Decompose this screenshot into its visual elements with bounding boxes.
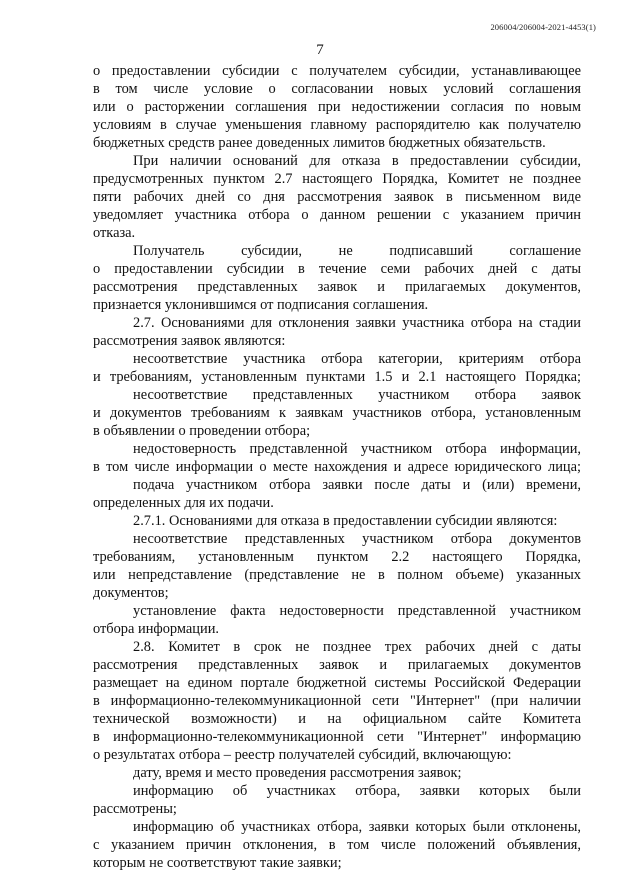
text-line: пяти рабочих дней со дня рассмотрения заявок в письменном виде: [93, 189, 581, 205]
text-line: или о расторжении соглашения при недостижении согласия по новым: [93, 99, 581, 115]
text-line: подача участником отбора заявки после даты и (или) времени,: [133, 477, 581, 493]
text-line: несоответствие участника отбора категории, критериям отбора: [133, 351, 581, 367]
text-line: в информационно-телекоммуникационной сети "Интернет" информацию: [93, 729, 581, 745]
text-line: требованиям, установленным пунктом 2.2 настоящего Порядка,: [93, 549, 581, 565]
text-line: определенных для их подачи.: [93, 495, 274, 511]
page-number: 7: [316, 42, 324, 58]
text-line: отказа.: [93, 225, 136, 241]
text-line: предусмотренных пунктом 2.7 настоящего Порядка, Комитет не позднее: [93, 171, 581, 187]
document-body: [93, 62, 581, 872]
text-line: уведомляет участника отбора о данном решении с указанием причин: [93, 207, 581, 223]
text-line: о предоставлении субсидии в течение семи рабочих дней с даты: [93, 261, 581, 277]
text-line: технической возможности) и на официальном сайте Комитета: [93, 711, 581, 727]
text-line: условиям в случае уменьшения главному распорядителю как получателю: [93, 117, 581, 133]
text-line: отбора информации.: [93, 621, 219, 637]
text-line: информацию об участниках отбора, заявки которых были отклонены,: [133, 819, 581, 835]
text-line: или непредставление (представление не в полном объеме) указанных: [93, 567, 581, 583]
text-line: которым не соответствуют такие заявки;: [93, 855, 342, 871]
text-line: Получатель субсидии, не подписавший соглашение: [133, 243, 581, 259]
text-line: в том числе информации о месте нахождения и адресе юридического лица;: [93, 459, 581, 475]
text-line: и документов требованиям к заявкам участников отбора, установленным: [93, 405, 581, 421]
text-line: в объявлении о проведении отбора;: [93, 423, 311, 439]
text-line: с указанием причин отклонения, в том числе положений объявления,: [93, 837, 581, 853]
text-line: размещает на едином портале бюджетной системы Российской Федерации: [93, 675, 581, 691]
text-line: рассмотрены;: [93, 801, 177, 817]
text-line: рассмотрения представленных заявок и прилагаемых документов: [93, 657, 581, 673]
text-line: установление факта недостоверности представленной участником: [133, 603, 581, 619]
text-line: информацию об участниках отбора, заявки которых были: [133, 783, 581, 799]
text-line: бюджетных средств ранее доведенных лимитов бюджетных обязательств.: [93, 135, 546, 151]
text-line: дату, время и место проведения рассмотрения заявок;: [133, 765, 462, 781]
text-line: в информационно-телекоммуникационной сети "Интернет" (при наличии: [93, 693, 581, 709]
text-line: 2.7.1. Основаниями для отказа в предоставлении субсидии являются:: [133, 513, 558, 529]
text-line: 2.7. Основаниями для отклонения заявки участника отбора на стадии: [133, 315, 581, 331]
text-line: о результатах отбора – реестр получателей субсидий, включающую:: [93, 747, 512, 763]
text-line: рассмотрения заявок являются:: [93, 333, 286, 349]
text-line: несоответствие представленных участником отбора заявок: [133, 387, 581, 403]
text-line: При наличии оснований для отказа в предоставлении субсидии,: [133, 153, 581, 169]
text-line: недостоверность представленной участником отбора информации,: [133, 441, 581, 457]
text-line: и требованиям, установленным пунктами 1.5 и 2.1 настоящего Порядка;: [93, 369, 581, 385]
text-line: несоответствие представленных участником отбора документов: [133, 531, 581, 547]
text-line: 2.8. Комитет в срок не позднее трех рабочих дней с даты: [133, 639, 581, 655]
text-line: рассмотрения представленных заявок и прилагаемых документов,: [93, 279, 581, 295]
text-line: документов;: [93, 585, 169, 601]
document-id: 206004/206004-2021-4453(1): [490, 22, 596, 32]
text-line: в том числе условие о согласовании новых условий соглашения: [93, 81, 581, 97]
text-line: признается уклонившимся от подписания соглашения.: [93, 297, 429, 313]
text-line: о предоставлении субсидии с получателем субсидии, устанавливающее: [93, 63, 581, 79]
